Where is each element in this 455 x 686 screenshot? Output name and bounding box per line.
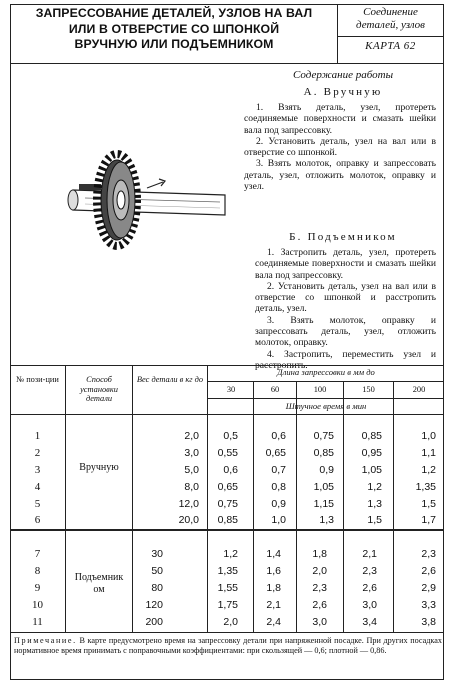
time-cell: 2,4 — [266, 616, 281, 628]
time-cell: 1,8 — [266, 582, 281, 594]
step-item: 3. Взять молоток, оправку и запрессовать деталь, узел, отложить молоток, оправку. — [255, 314, 436, 349]
length-value: 100 — [313, 385, 327, 394]
time-cell: 1,3 — [367, 498, 382, 510]
category-line: деталей, узлов — [356, 19, 425, 31]
time-cell: 1,05 — [361, 464, 382, 476]
time-cell: 0,5 — [223, 430, 238, 442]
column-header-method: Способ установки детали — [80, 375, 118, 403]
time-cell: 2,1 — [362, 548, 377, 560]
title-line: ИЛИ В ОТВЕРСТИЕ СО ШПОНКОЙ — [68, 21, 280, 36]
time-cell: 3,4 — [362, 616, 377, 628]
mass-cell: 20,0 — [178, 514, 199, 526]
time-cell: 0,95 — [361, 447, 382, 459]
time-cell: 0,55 — [217, 447, 238, 459]
gear-on-shaft-illustration — [55, 140, 235, 255]
time-cell: 1,75 — [217, 599, 238, 611]
time-cell: 1,6 — [266, 565, 281, 577]
mass-cell: 12,0 — [178, 498, 199, 510]
time-cell: 2,3 — [362, 565, 377, 577]
time-cell: 1,7 — [421, 514, 436, 526]
mass-cell: 200 — [145, 616, 163, 628]
time-cell: 1,2 — [223, 548, 238, 560]
time-cell: 2,0 — [223, 616, 238, 628]
section-a-heading: А. Вручную — [303, 86, 383, 98]
length-value: 60 — [270, 385, 280, 394]
time-cell: 2,9 — [421, 582, 436, 594]
time-cell: 0,9 — [271, 498, 286, 510]
position-number: 6 — [34, 514, 41, 526]
time-cell: 0,7 — [271, 464, 286, 476]
mass-cell: 2,0 — [184, 430, 199, 442]
mass-cell: 120 — [145, 599, 163, 611]
time-cell: 2,0 — [312, 565, 327, 577]
mass-cell: 50 — [151, 565, 163, 577]
position-number: 1 — [34, 430, 41, 442]
position-number: 7 — [34, 548, 41, 560]
position-number: 11 — [32, 616, 43, 628]
time-cell: 1,05 — [313, 481, 334, 493]
footnote-text: В карте предусмотрено время на запрессовку детали при напряженной посадке. При других посадках нормативное время принимать с поправочными коэффициентами: при скользящей — 0,6; плотной — 0,86. — [14, 636, 442, 655]
step-item: 3. Взять молоток, оправку и запрессовать деталь, узел, отложить молоток, оправку и узел. — [244, 158, 436, 193]
time-cell: 1,8 — [312, 548, 327, 560]
time-cell: 1,0 — [421, 430, 436, 442]
time-cell: 3,8 — [421, 616, 436, 628]
time-cell: 1,55 — [217, 582, 238, 594]
time-cell: 0,75 — [217, 498, 238, 510]
time-cell: 0,85 — [361, 430, 382, 442]
time-cell: 0,65 — [217, 481, 238, 493]
step-item: 2. Установить деталь, узел на вал или в отверстие со шпонкой и расстропить деталь, узел. — [255, 280, 436, 315]
time-cell: 0,8 — [271, 481, 286, 493]
mass-cell: 8,0 — [184, 481, 199, 493]
mass-cell: 30 — [151, 548, 163, 560]
time-cell: 0,65 — [265, 447, 286, 459]
step-item: 1. Взять деталь, узел, протереть соединяемые поверхности и смазать шейки вала под запрессовку. — [244, 102, 436, 136]
title-line: ЗАПРЕССОВАНИЕ ДЕТАЛЕЙ, УЗЛОВ НА ВАЛ — [35, 6, 313, 20]
section-a-steps — [244, 102, 436, 192]
mass-cell: 80 — [151, 582, 163, 594]
time-cell: 2,1 — [266, 599, 281, 611]
position-number: 2 — [34, 447, 41, 459]
position-number: 4 — [34, 481, 41, 493]
time-cell: 3,0 — [312, 616, 327, 628]
time-cell: 3,0 — [362, 599, 377, 611]
time-cell: 0,85 — [313, 447, 334, 459]
time-cell: 1,2 — [367, 481, 382, 493]
column-header-number: № пози-ции — [16, 375, 59, 384]
step-item: 1. Застропить деталь, узел, протереть соединяемые поверхности и смазать шейки вала под запрессовку. — [255, 247, 436, 281]
position-number: 3 — [34, 464, 41, 476]
time-cell: 1,35 — [217, 565, 238, 577]
card-number: КАРТА 62 — [365, 40, 416, 52]
time-cell: 2,6 — [421, 565, 436, 577]
position-number: 10 — [32, 599, 43, 611]
position-number: 5 — [34, 498, 41, 510]
length-value: 30 — [226, 385, 236, 394]
time-cell: 1,5 — [421, 498, 436, 510]
time-cell: 2,3 — [421, 548, 436, 560]
time-cell: 0,6 — [223, 464, 238, 476]
time-cell: 1,35 — [415, 481, 436, 493]
time-cell: 1,2 — [421, 464, 436, 476]
step-item: 2. Установить деталь, узел на вал или в отверстие со шпонкой. — [244, 135, 436, 159]
time-cell: 3,3 — [421, 599, 436, 611]
time-cell: 0,85 — [217, 514, 238, 526]
time-cell: 1,5 — [367, 514, 382, 526]
section-b-steps — [255, 247, 436, 371]
header-divider — [10, 63, 444, 64]
time-cell: 2,6 — [362, 582, 377, 594]
step-item: 4. Застропить, переместить узел и — [267, 348, 436, 360]
method-hoist — [66, 572, 132, 596]
position-number: 8 — [34, 565, 41, 577]
time-cell: 0,75 — [313, 430, 334, 442]
method-hoist-label: Подъемником — [74, 572, 124, 595]
length-header: Длина запрессовки в мм до — [277, 367, 375, 377]
header-divider — [338, 36, 443, 37]
title-line: ВРУЧНУЮ ИЛИ ПОДЪЕМНИКОМ — [74, 37, 274, 51]
card-category — [338, 6, 443, 32]
time-norm-table — [10, 365, 444, 633]
footnote-label: Примечание. — [14, 636, 77, 645]
method-manual: Вручную — [79, 462, 119, 473]
time-cell: 2,3 — [312, 582, 327, 594]
time-cell: 0,6 — [271, 430, 286, 442]
time-cell: 1,4 — [266, 548, 281, 560]
time-cell: 1,1 — [421, 447, 436, 459]
time-cell: 2,6 — [312, 599, 327, 611]
time-cell: 1,3 — [319, 514, 334, 526]
section-b-heading: Б. Подъемником — [289, 231, 397, 243]
column-header-mass: Вес детали в кг до — [136, 375, 204, 384]
position-number: 9 — [34, 582, 41, 594]
content-title: Содержание работы — [292, 69, 394, 81]
time-header: Штучное время в мин — [285, 401, 367, 411]
time-cell: 0,9 — [319, 464, 334, 476]
mass-cell: 5,0 — [184, 464, 199, 476]
time-cell: 1,0 — [271, 514, 286, 526]
time-cell: 1,15 — [313, 498, 334, 510]
mass-cell: 3,0 — [184, 447, 199, 459]
length-value: 200 — [412, 385, 426, 394]
footnote — [14, 636, 442, 656]
category-line: Соединение — [363, 6, 418, 18]
card-title — [11, 6, 337, 53]
length-value: 150 — [362, 385, 375, 394]
